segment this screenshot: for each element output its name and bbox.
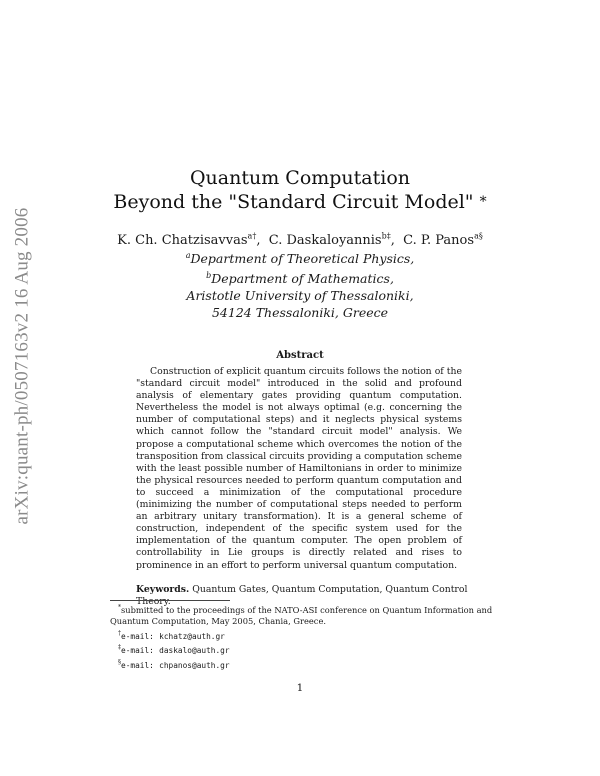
affiliations [100,247,500,321]
author-1-name: K. Ch. Chatzisavvas [117,233,248,249]
affiliation-1-mark: a [185,251,191,260]
email-1-mark: † [118,629,121,637]
email-1-address[interactable]: kchatz@auth.gr [159,631,225,641]
author-2: C. Daskaloyannis$^{b\ddagger}$, [268,232,395,249]
email-2-mark: ‡ [118,644,121,652]
footnote-email-2 [110,642,500,656]
title-line-2 [60,190,540,214]
keywords-text: Quantum Gates, Quantum Computation, Quantum Control Theory. [136,584,468,607]
affiliation-1-text: Department of Theoretical Physics, [190,251,415,267]
email-3-label: e-mail: [121,660,154,670]
arxiv-sidebar-stamp [2,186,42,546]
affiliation-2-text: Department of Mathematics, [211,271,394,287]
footnote-rule [110,600,230,601]
keywords-label: Keywords. [136,584,190,595]
affiliation-2 [100,267,500,287]
footnote-email-3 [110,657,500,671]
affiliation-4: 54124 Thessaloniki, Greece [211,305,389,321]
email-2-label: e-mail: [121,646,154,656]
author-3-name: C. P. Panos [403,233,475,249]
page-number: 1 [296,682,304,694]
title-line-1: Quantum Computation [189,167,411,189]
author-1: K. Ch. Chatzisavvas$^{a\dagger}$, [117,232,261,249]
footnote-submitted [110,602,500,628]
author-2-mark: b‡ [381,232,391,241]
paper-title [60,166,540,214]
footnote-email-1 [110,628,500,642]
affiliation-3: Aristotle University of Thessaloniki, [186,288,414,304]
email-2-address[interactable]: daskalo@auth.gr [159,646,230,656]
author-1-mark: a† [247,232,257,241]
abstract-body: Construction of explicit quantum circuits follows the notion of the "standard circuit model" introduced in the solid and profound analysis of elementary gates providing quantum computation. Nevertheless the model is not always optimal (e.g. concerning the number of computational steps) and it neglects physical systems which cannot follow the "standard circuit model" analysis. We propose a computational scheme which overcomes the notion of the transposition from classical circuits providing a computation scheme with the least possible number of Hamiltonians in order to minimize the physical resources needed to perform quantum computation and to succeed a minimization of the computational procedure (minimizing the number of computational steps needed to perform an arbitrary unitary transformation). It is a general scheme of construction, independent of the specific system used for the implementation of the quantum computer. The open problem of controllability in Lie groups is directly related and rises to prominence in an effort to perform universal quantum computation. [136,366,462,571]
abstract-heading: Abstract [276,350,324,361]
author-2-name: C. Daskaloyannis [268,233,382,249]
email-3-mark: § [118,658,121,666]
title-footnote-mark: * [479,194,487,210]
author-3-mark: a§ [474,232,483,241]
affiliation-2-mark: b [206,271,212,281]
footnote-star-mark: * [118,604,121,611]
arxiv-id-label: arXiv:quant-ph/0507163v2 16 Aug 2006 [11,207,33,525]
email-1-label: e-mail: [121,631,154,641]
title-line-2-text: Beyond the "Standard Circuit Model" [113,191,474,213]
footnote-submitted-text: submitted to the proceedings of the NATO-ASI conference on Quantum Information and Quantum Computation, May 2005, Chania, Greece. [110,604,493,627]
email-3-address[interactable]: chpanos@auth.gr [159,660,230,670]
footnotes [110,602,500,671]
affiliation-1 [100,247,500,267]
